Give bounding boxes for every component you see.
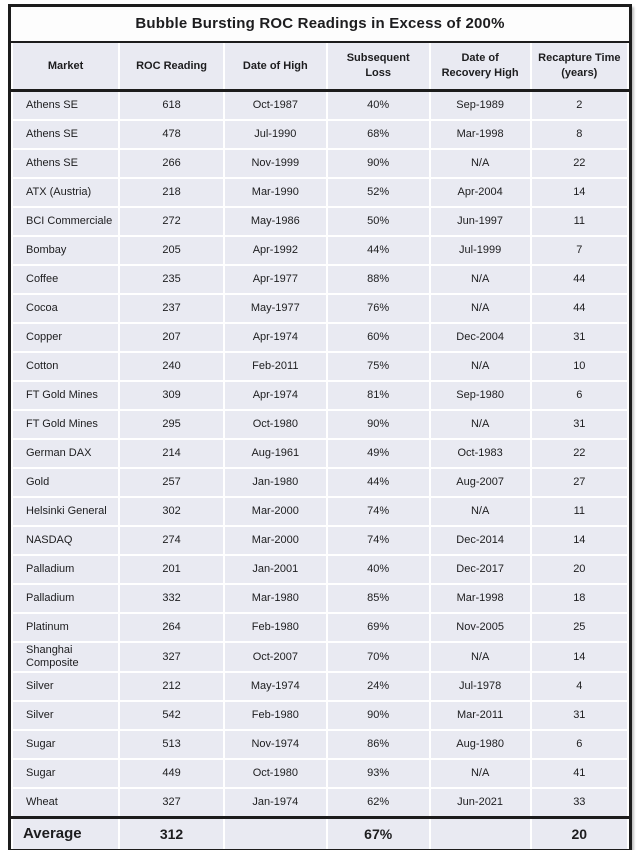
table-row	[12, 410, 628, 439]
cell-subsequent-loss: 60%	[327, 323, 430, 352]
table-row	[12, 468, 628, 497]
average-recapture-time: 20	[531, 818, 628, 850]
cell-recapture-time: 18	[531, 584, 628, 613]
cell-date-of-high: Mar-1980	[224, 584, 327, 613]
cell-market: Copper	[12, 323, 119, 352]
cell-date-of-high: Oct-1980	[224, 410, 327, 439]
cell-roc-reading: 274	[119, 526, 224, 555]
cell-date-of-high: Feb-1980	[224, 613, 327, 642]
cell-date-of-recovery-high: Mar-1998	[430, 120, 531, 149]
cell-date-of-recovery-high: N/A	[430, 265, 531, 294]
cell-market: FT Gold Mines	[12, 410, 119, 439]
cell-date-of-recovery-high: N/A	[430, 294, 531, 323]
table-row	[12, 642, 628, 672]
cell-market: Wheat	[12, 788, 119, 818]
average-date-of-high	[224, 818, 327, 850]
cell-subsequent-loss: 69%	[327, 613, 430, 642]
table-row	[12, 526, 628, 555]
cell-date-of-recovery-high: N/A	[430, 759, 531, 788]
cell-recapture-time: 6	[531, 381, 628, 410]
cell-market: Athens SE	[12, 149, 119, 178]
cell-recapture-time: 4	[531, 672, 628, 701]
cell-recapture-time: 14	[531, 178, 628, 207]
cell-date-of-high: Nov-1974	[224, 730, 327, 759]
cell-date-of-high: Apr-1977	[224, 265, 327, 294]
cell-date-of-high: Aug-1961	[224, 439, 327, 468]
cell-date-of-recovery-high: Jul-1978	[430, 672, 531, 701]
cell-date-of-high: Feb-1980	[224, 701, 327, 730]
cell-date-of-recovery-high: Nov-2005	[430, 613, 531, 642]
column-header-roc-reading: ROC Reading	[119, 43, 224, 91]
table-body	[12, 91, 628, 818]
table-row	[12, 730, 628, 759]
cell-date-of-recovery-high: Aug-1980	[430, 730, 531, 759]
cell-subsequent-loss: 93%	[327, 759, 430, 788]
cell-market: Silver	[12, 701, 119, 730]
cell-market: ATX (Austria)	[12, 178, 119, 207]
cell-date-of-recovery-high: Oct-1983	[430, 439, 531, 468]
table-row	[12, 613, 628, 642]
cell-roc-reading: 478	[119, 120, 224, 149]
cell-roc-reading: 302	[119, 497, 224, 526]
cell-roc-reading: 309	[119, 381, 224, 410]
table-row	[12, 207, 628, 236]
header-row	[12, 43, 628, 91]
table-row	[12, 555, 628, 584]
table-row	[12, 439, 628, 468]
cell-date-of-high: Oct-2007	[224, 642, 327, 672]
cell-roc-reading: 205	[119, 236, 224, 265]
cell-recapture-time: 31	[531, 701, 628, 730]
table-row	[12, 701, 628, 730]
cell-date-of-recovery-high: N/A	[430, 352, 531, 381]
cell-recapture-time: 11	[531, 207, 628, 236]
cell-date-of-high: Apr-1974	[224, 323, 327, 352]
cell-date-of-high: Jan-1980	[224, 468, 327, 497]
table-row	[12, 497, 628, 526]
cell-recapture-time: 22	[531, 439, 628, 468]
average-roc-reading: 312	[119, 818, 224, 850]
cell-market: Coffee	[12, 265, 119, 294]
cell-date-of-high: Nov-1999	[224, 149, 327, 178]
cell-date-of-recovery-high: Jun-2021	[430, 788, 531, 818]
table-footer	[12, 818, 628, 850]
cell-recapture-time: 25	[531, 613, 628, 642]
cell-roc-reading: 266	[119, 149, 224, 178]
cell-date-of-recovery-high: Sep-1980	[430, 381, 531, 410]
cell-date-of-high: Mar-1990	[224, 178, 327, 207]
cell-market: Athens SE	[12, 120, 119, 149]
table-row	[12, 672, 628, 701]
cell-market: Cotton	[12, 352, 119, 381]
cell-date-of-recovery-high: Mar-2011	[430, 701, 531, 730]
cell-roc-reading: 327	[119, 788, 224, 818]
cell-market: Cocoa	[12, 294, 119, 323]
cell-roc-reading: 237	[119, 294, 224, 323]
cell-date-of-high: Oct-1980	[224, 759, 327, 788]
cell-roc-reading: 332	[119, 584, 224, 613]
cell-subsequent-loss: 49%	[327, 439, 430, 468]
cell-roc-reading: 272	[119, 207, 224, 236]
cell-subsequent-loss: 75%	[327, 352, 430, 381]
cell-subsequent-loss: 40%	[327, 555, 430, 584]
cell-date-of-recovery-high: Jun-1997	[430, 207, 531, 236]
cell-subsequent-loss: 86%	[327, 730, 430, 759]
cell-roc-reading: 201	[119, 555, 224, 584]
cell-roc-reading: 264	[119, 613, 224, 642]
cell-roc-reading: 618	[119, 91, 224, 121]
cell-roc-reading: 240	[119, 352, 224, 381]
table-row	[12, 323, 628, 352]
cell-market: Shanghai Composite	[12, 642, 119, 672]
cell-date-of-recovery-high: N/A	[430, 149, 531, 178]
cell-roc-reading: 542	[119, 701, 224, 730]
table-row	[12, 91, 628, 121]
cell-subsequent-loss: 40%	[327, 91, 430, 121]
cell-subsequent-loss: 76%	[327, 294, 430, 323]
table-row	[12, 584, 628, 613]
table-row	[12, 178, 628, 207]
roc-table	[11, 43, 629, 849]
cell-subsequent-loss: 44%	[327, 236, 430, 265]
cell-recapture-time: 20	[531, 555, 628, 584]
cell-subsequent-loss: 81%	[327, 381, 430, 410]
cell-date-of-recovery-high: N/A	[430, 410, 531, 439]
average-label: Average	[12, 818, 119, 850]
cell-recapture-time: 41	[531, 759, 628, 788]
cell-date-of-recovery-high: N/A	[430, 642, 531, 672]
cell-market: Palladium	[12, 584, 119, 613]
cell-date-of-recovery-high: Sep-1989	[430, 91, 531, 121]
cell-recapture-time: 11	[531, 497, 628, 526]
table-row	[12, 265, 628, 294]
cell-subsequent-loss: 90%	[327, 149, 430, 178]
cell-date-of-high: Apr-1992	[224, 236, 327, 265]
cell-roc-reading: 449	[119, 759, 224, 788]
cell-market: Palladium	[12, 555, 119, 584]
cell-date-of-recovery-high: Apr-2004	[430, 178, 531, 207]
cell-market: FT Gold Mines	[12, 381, 119, 410]
table-row	[12, 759, 628, 788]
table-row	[12, 120, 628, 149]
cell-date-of-high: Feb-2011	[224, 352, 327, 381]
cell-date-of-high: Jul-1990	[224, 120, 327, 149]
cell-recapture-time: 33	[531, 788, 628, 818]
cell-date-of-high: Oct-1987	[224, 91, 327, 121]
cell-date-of-recovery-high: Dec-2017	[430, 555, 531, 584]
cell-date-of-recovery-high: Jul-1999	[430, 236, 531, 265]
cell-date-of-recovery-high: Dec-2014	[430, 526, 531, 555]
column-header-subsequent-loss: Subsequent Loss	[327, 43, 430, 91]
table-row	[12, 236, 628, 265]
cell-roc-reading: 257	[119, 468, 224, 497]
cell-roc-reading: 295	[119, 410, 224, 439]
cell-market: Gold	[12, 468, 119, 497]
cell-recapture-time: 27	[531, 468, 628, 497]
cell-subsequent-loss: 74%	[327, 497, 430, 526]
cell-market: Sugar	[12, 730, 119, 759]
cell-roc-reading: 327	[119, 642, 224, 672]
cell-recapture-time: 10	[531, 352, 628, 381]
cell-date-of-high: May-1974	[224, 672, 327, 701]
cell-roc-reading: 235	[119, 265, 224, 294]
cell-date-of-high: Jan-1974	[224, 788, 327, 818]
table-row	[12, 788, 628, 818]
column-header-date-of-recovery-high: Date of Recovery High	[430, 43, 531, 91]
cell-recapture-time: 14	[531, 526, 628, 555]
cell-subsequent-loss: 44%	[327, 468, 430, 497]
cell-market: NASDAQ	[12, 526, 119, 555]
cell-subsequent-loss: 50%	[327, 207, 430, 236]
cell-date-of-recovery-high: Aug-2007	[430, 468, 531, 497]
table-row	[12, 381, 628, 410]
cell-date-of-high: Jan-2001	[224, 555, 327, 584]
cell-market: Sugar	[12, 759, 119, 788]
cell-market: Silver	[12, 672, 119, 701]
cell-roc-reading: 214	[119, 439, 224, 468]
cell-recapture-time: 22	[531, 149, 628, 178]
cell-subsequent-loss: 70%	[327, 642, 430, 672]
cell-subsequent-loss: 24%	[327, 672, 430, 701]
cell-subsequent-loss: 68%	[327, 120, 430, 149]
table-row	[12, 352, 628, 381]
roc-table-frame	[8, 4, 632, 850]
column-header-market: Market	[12, 43, 119, 91]
cell-date-of-recovery-high: Dec-2004	[430, 323, 531, 352]
cell-recapture-time: 8	[531, 120, 628, 149]
cell-recapture-time: 14	[531, 642, 628, 672]
cell-subsequent-loss: 74%	[327, 526, 430, 555]
cell-date-of-high: May-1977	[224, 294, 327, 323]
cell-subsequent-loss: 88%	[327, 265, 430, 294]
cell-roc-reading: 207	[119, 323, 224, 352]
average-subsequent-loss: 67%	[327, 818, 430, 850]
cell-market: Bombay	[12, 236, 119, 265]
cell-market: Helsinki General	[12, 497, 119, 526]
cell-subsequent-loss: 90%	[327, 410, 430, 439]
cell-date-of-high: Mar-2000	[224, 497, 327, 526]
cell-recapture-time: 44	[531, 265, 628, 294]
cell-recapture-time: 2	[531, 91, 628, 121]
cell-roc-reading: 212	[119, 672, 224, 701]
cell-recapture-time: 7	[531, 236, 628, 265]
average-date-of-recovery	[430, 818, 531, 850]
cell-subsequent-loss: 52%	[327, 178, 430, 207]
table-title: Bubble Bursting ROC Readings in Excess of 200%	[11, 7, 629, 43]
cell-market: German DAX	[12, 439, 119, 468]
cell-subsequent-loss: 85%	[327, 584, 430, 613]
cell-date-of-high: Apr-1974	[224, 381, 327, 410]
cell-market: Athens SE	[12, 91, 119, 121]
cell-date-of-high: Mar-2000	[224, 526, 327, 555]
cell-date-of-recovery-high: Mar-1998	[430, 584, 531, 613]
cell-roc-reading: 218	[119, 178, 224, 207]
column-header-recapture-time: Recapture Time (years)	[531, 43, 628, 91]
cell-recapture-time: 31	[531, 410, 628, 439]
cell-market: Platinum	[12, 613, 119, 642]
cell-subsequent-loss: 62%	[327, 788, 430, 818]
table-row	[12, 149, 628, 178]
table-header	[12, 43, 628, 91]
cell-market: BCI Commerciale	[12, 207, 119, 236]
cell-recapture-time: 6	[531, 730, 628, 759]
cell-roc-reading: 513	[119, 730, 224, 759]
cell-recapture-time: 44	[531, 294, 628, 323]
cell-date-of-high: May-1986	[224, 207, 327, 236]
cell-subsequent-loss: 90%	[327, 701, 430, 730]
cell-date-of-recovery-high: N/A	[430, 497, 531, 526]
column-header-date-of-high: Date of High	[224, 43, 327, 91]
average-row	[12, 818, 628, 850]
cell-recapture-time: 31	[531, 323, 628, 352]
table-row	[12, 294, 628, 323]
